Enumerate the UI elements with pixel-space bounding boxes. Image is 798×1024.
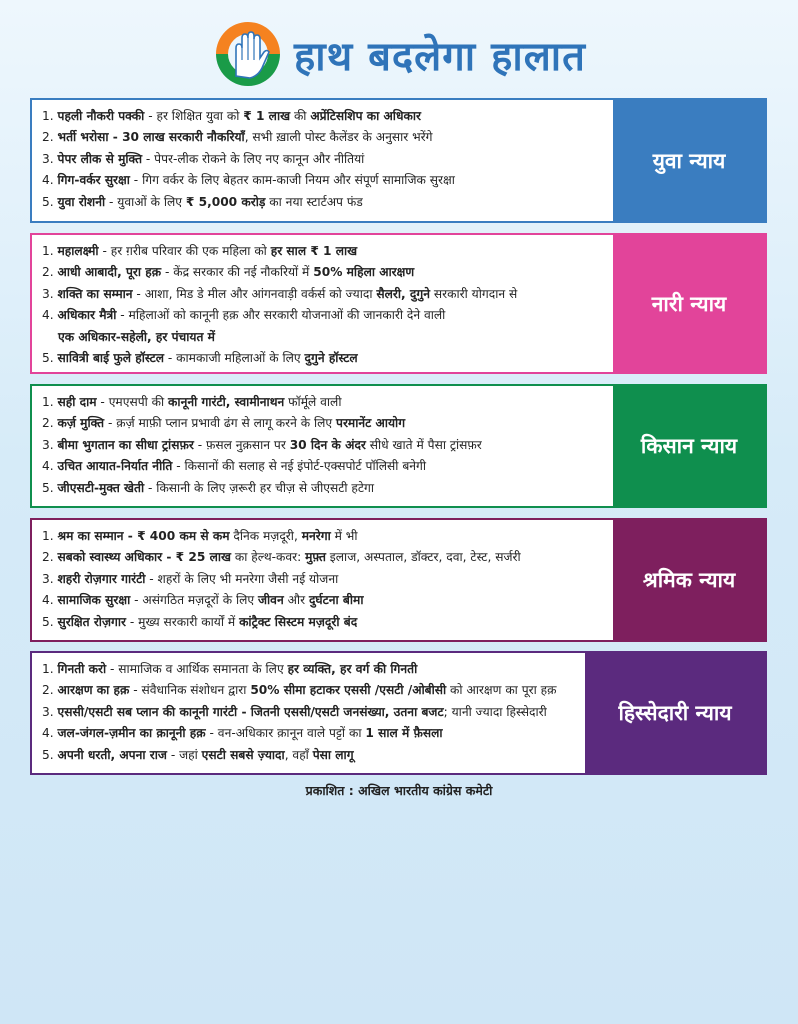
section-label-yuva: युवा न्याय <box>613 100 765 221</box>
list-item: 3. शहरी रोज़गार गारंटी - शहरों के लिए भी मनरेगा जैसी नई योजना <box>42 571 339 586</box>
list-item: 5. सावित्री बाई फुले हॉस्टल - कामकाजी महिलाओं के लिए दुगुने हॉस्टल <box>42 351 358 366</box>
list-item: 4. गिग-वर्कर सुरक्षा - गिग वर्कर के लिए बेहतर काम-काजी नियम और संपूर्ण सामाजिक सुरक्षा <box>42 173 455 188</box>
list-item: 3. बीमा भुगतान का सीधा ट्रांसफ़र - फ़सल नुक़सान पर 30 दिन के अंदर सीधे खाते में पैसा ट्रांसफ़र <box>42 437 482 452</box>
section-items <box>32 235 613 372</box>
list-item: 3. पेपर लीक से मुक्ति - पेपर-लीक रोकने के लिए नए कानून और नीतियां <box>42 151 365 166</box>
list-item: 2. भर्ती भरोसा - 30 लाख सरकारी नौकरियाँ, सभी ख़ाली पोस्ट कैलेंडर के अनुसार भरेंगे <box>42 130 433 145</box>
page-title: हाथ बदलेगा हालात <box>294 33 586 80</box>
list-item: 1. गिनती करो - सामाजिक व आर्थिक समानता के लिए हर व्यक्ति, हर वर्ग की गिनती <box>42 662 418 676</box>
section-items <box>32 100 613 221</box>
list-item: 1. महालक्ष्मी - हर ग़रीब परिवार की एक महिला को हर साल ₹ 1 लाख <box>42 244 358 258</box>
section-label-shramik: श्रमिक न्याय <box>613 520 765 640</box>
list-item: 3. एससी/एसटी सब प्लान की कानूनी गारंटी - जितनी एससी/एसटी जनसंख्या, उतना बजट; यानी ज्यादा हिस्सेदारी <box>42 704 547 719</box>
list-item-continuation: एक अधिकार-सहेली, हर पंचायत में <box>58 329 215 344</box>
list-item: 5. सुरक्षित रोज़गार - मुख्य सरकारी कार्यों में कांट्रैक्ट सिस्टम मज़दूरी बंद <box>42 614 358 629</box>
publisher-footer: प्रकाशित : अखिल भारतीय कांग्रेस कमेटी <box>305 783 493 798</box>
section-items <box>32 520 613 640</box>
section-hissedari-nyay <box>30 651 767 775</box>
section-shramik-nyay <box>30 518 767 642</box>
section-kisan-nyay <box>30 384 767 508</box>
section-items <box>32 386 613 506</box>
list-item: 5. जीएसटी-मुक्त खेती - किसानी के लिए ज़रूरी हर चीज़ से जीएसटी हटेगा <box>42 480 375 495</box>
list-item: 1. श्रम का सम्मान - ₹ 400 कम से कम दैनिक मज़दूरी, मनरेगा में भी <box>42 529 358 543</box>
congress-hand-logo-icon <box>212 18 284 90</box>
list-item: 4. जल-जंगल-ज़मीन का क़ानूनी हक़ - वन-अधिकार क़ानून वाले पट्टों का 1 साल में फ़ैसला <box>42 726 443 741</box>
list-item: 2. सबको स्वास्थ्य अधिकार - ₹ 25 लाख का हेल्थ-कवर: मुफ़्त इलाज, अस्पताल, डॉक्टर, दवा, टेस्ट, सर्जरी <box>42 550 521 565</box>
list-item: 2. कर्ज़ मुक्ति - क़र्ज़ माफ़ी प्लान प्रभावी ढंग से लागू करने के लिए परमानेंट आयोग <box>42 416 406 431</box>
section-label-hissedari: हिस्सेदारी न्याय <box>585 653 765 773</box>
list-item: 5. अपनी धरती, अपना राज - जहां एसटी सबसे ज़्यादा, वहाँ पेसा लागू <box>42 747 354 762</box>
list-item: 2. आरक्षण का हक़ - संवैधानिक संशोधन द्वारा 50% सीमा हटाकर एससी /एसटी /ओबीसी को आरक्षण का पूरा हक़ <box>42 683 557 698</box>
list-item: 1. सही दाम - एमएसपी की कानूनी गारंटी, स्वामीनाथन फॉर्मूले वाली <box>42 395 342 409</box>
header <box>0 14 798 94</box>
section-yuva-nyay <box>30 98 767 223</box>
list-item: 4. उचित आयात-निर्यात नीति - किसानों की सलाह से नई इंपोर्ट-एक्सपोर्ट पॉलिसी बनेगी <box>42 459 427 474</box>
list-item: 1. पहली नौकरी पक्की - हर शिक्षित युवा को ₹ 1 लाख की अप्रेंटिसशिप का अधिकार <box>42 109 421 123</box>
list-item: 4. सामाजिक सुरक्षा - असंगठित मज़दूरों के लिए जीवन और दुर्घटना बीमा <box>42 593 364 608</box>
list-item: 4. अधिकार मैत्री - महिलाओं को कानूनी हक़ और सरकारी योजनाओं की जानकारी देने वाली <box>42 308 446 323</box>
section-items <box>32 653 585 773</box>
list-item: 5. युवा रोशनी - युवाओं के लिए ₹ 5,000 करोड़ का नया स्टार्टअप फंड <box>42 194 363 209</box>
section-nari-nyay <box>30 233 767 374</box>
section-label-nari: नारी न्याय <box>613 235 765 372</box>
section-label-kisan: किसान न्याय <box>613 386 765 506</box>
list-item: 2. आधी आबादी, पूरा हक़ - केंद्र सरकार की नई नौकरियों में 50% महिला आरक्षण <box>42 265 415 280</box>
list-item: 3. शक्ति का सम्मान - आशा, मिड डे मील और आंगनवाड़ी वर्कर्स को ज्यादा सैलरी, दुगुने सरकारी योगदान से <box>42 286 518 301</box>
